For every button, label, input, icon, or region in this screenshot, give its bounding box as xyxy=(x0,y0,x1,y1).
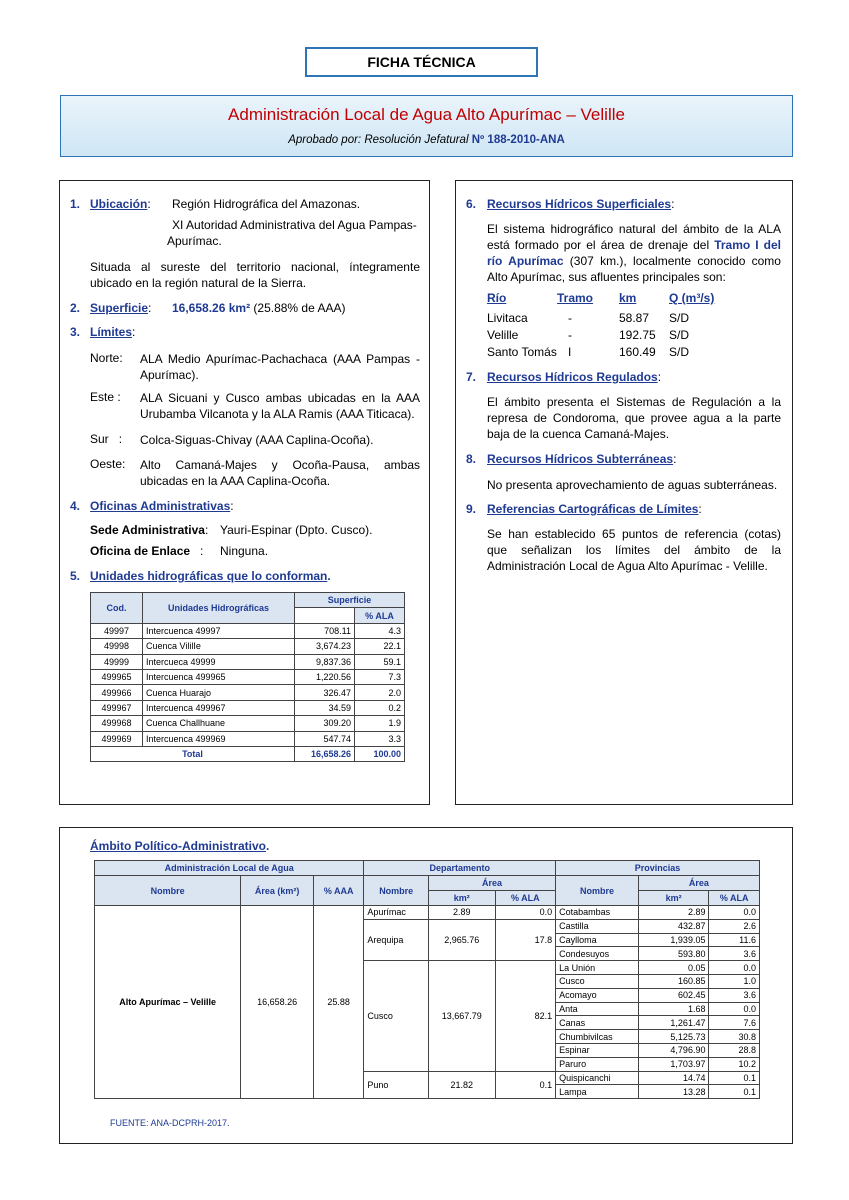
total-pct: 100.00 xyxy=(355,746,405,761)
units-table-row xyxy=(91,639,405,654)
river-km: 58.87 xyxy=(619,311,650,325)
sede-label: Sede Administrativa: xyxy=(90,523,209,537)
province-pct: 30.8 xyxy=(709,1030,760,1044)
section-5-label: Unidades hidrográficas que lo conforman xyxy=(90,569,328,583)
section-9-number: 9. xyxy=(466,502,477,516)
unit-area: 708.11 xyxy=(295,623,355,638)
ala-area: 16,658.26 xyxy=(241,906,314,1099)
department-km2: 13,667.79 xyxy=(428,961,495,1071)
unit-cod: 499968 xyxy=(91,716,143,731)
province-pct: 0.0 xyxy=(709,961,760,975)
unit-cod: 499966 xyxy=(91,685,143,700)
unit-area: 34.59 xyxy=(295,700,355,715)
province-pct: 3.6 xyxy=(709,947,760,961)
river-tramo: - xyxy=(568,328,572,342)
province-name: Caylloma xyxy=(556,933,639,947)
units-table-row xyxy=(91,700,405,715)
unit-name: Intercuenca 499965 xyxy=(143,669,295,684)
units-table-row xyxy=(91,654,405,669)
hdr-ala: Administración Local de Agua xyxy=(95,861,364,876)
province-km2: 1,939.05 xyxy=(638,933,709,947)
section-8-heading xyxy=(487,452,676,466)
limite-este-text: ALA Sicuani y Cusco ambas ubicadas en la AAA Urubamba Vilcanota y la ALA Ramis (AAA Titicaca). xyxy=(140,391,420,421)
province-km2: 13.28 xyxy=(638,1085,709,1099)
unit-name: Intercuenca 499967 xyxy=(143,700,295,715)
province-km2: 1.68 xyxy=(638,1002,709,1016)
hdr-provincias: Provincias xyxy=(556,861,760,876)
unit-pct: 0.2 xyxy=(355,700,405,715)
province-name: Chumbivilcas xyxy=(556,1030,639,1044)
limite-dir: Oeste xyxy=(90,457,123,471)
limite-norte-text: ALA Medio Apurímac-Pachachaca (AAA Pampas - Apurímac). xyxy=(140,352,420,382)
unit-pct: 1.9 xyxy=(355,716,405,731)
left-panel xyxy=(59,180,430,805)
ubicacion-description: Situada al sureste del territorio nacional, íntegramente ubicado en la región natural de la Sierra. xyxy=(90,260,420,290)
unit-name: Intercueca 49999 xyxy=(143,654,295,669)
river-q: S/D xyxy=(669,311,690,325)
section-7-label: Recursos Hídricos Regulados xyxy=(487,370,658,384)
section-5-number: 5. xyxy=(70,569,81,583)
unit-pct: 3.3 xyxy=(355,731,405,746)
limite-oeste-label: Oeste: xyxy=(90,457,126,471)
province-km2: 432.87 xyxy=(638,919,709,933)
province-km2: 602.45 xyxy=(638,988,709,1002)
approval-line xyxy=(61,134,792,146)
department-name: Arequipa xyxy=(364,919,429,960)
hdr-dep-pct: % ALA xyxy=(495,891,556,906)
river-tramo: I xyxy=(568,345,572,359)
units-table-row xyxy=(91,669,405,684)
province-name: Espinar xyxy=(556,1043,639,1057)
unit-pct: 7.3 xyxy=(355,669,405,684)
section-6-heading xyxy=(487,197,674,211)
province-pct: 0.1 xyxy=(709,1085,760,1099)
superficie-value: 16,658.26 km² xyxy=(172,301,251,315)
province-name: Cotabambas xyxy=(556,906,639,920)
section-3-label: Límites xyxy=(90,325,133,339)
province-name: Paruro xyxy=(556,1057,639,1071)
river-km: 192.75 xyxy=(619,328,656,342)
col-pct-ala: % ALA xyxy=(355,608,405,623)
section-2-number: 2. xyxy=(70,301,81,315)
superficie-value-line xyxy=(172,301,345,315)
ala-name: Alto Apurímac – Velille xyxy=(95,906,241,1099)
document-header xyxy=(60,95,793,157)
s6-text-pre: El sistema hidrográfico natural del ámbito de la ALA está formado por el área de drenaje del xyxy=(487,222,781,252)
province-pct: 1.0 xyxy=(709,974,760,988)
col-area-blank xyxy=(295,608,355,623)
province-pct: 28.8 xyxy=(709,1043,760,1057)
hdr-ala-pct: % AAA xyxy=(313,876,363,906)
limite-dir: Sur xyxy=(90,432,109,446)
units-total-row xyxy=(91,746,405,761)
section-1-label: Ubicación xyxy=(90,197,148,211)
hdr-prov-km2: km² xyxy=(638,891,709,906)
unit-pct: 2.0 xyxy=(355,685,405,700)
hdr-dep-nombre: Nombre xyxy=(364,876,429,906)
limite-este-label: Este : xyxy=(90,390,121,404)
unit-area: 309.20 xyxy=(295,716,355,731)
hdr-prov-pct: % ALA xyxy=(709,891,760,906)
ala-pct: 25.88 xyxy=(313,906,363,1099)
section-1-number: 1. xyxy=(70,197,81,211)
unit-cod: 499969 xyxy=(91,731,143,746)
river-q: S/D xyxy=(669,345,690,359)
department-km2: 2.89 xyxy=(428,906,495,920)
enlace-value: Ninguna. xyxy=(220,544,269,558)
unit-name: Intercuenca 499969 xyxy=(143,731,295,746)
limite-oeste-text: Alto Camaná-Majes y Ocoña-Pausa, ambas ubicadas en la AAA Caplina-Ocoña. xyxy=(140,458,420,488)
section-1-colon: : xyxy=(147,197,151,211)
province-name: Acomayo xyxy=(556,988,639,1002)
rivers-col-q: Q (m³/s) xyxy=(669,291,715,305)
enlace-label-text: Oficina de Enlace xyxy=(90,544,191,558)
section-4-colon: : xyxy=(230,499,234,513)
ficha-tecnica-title: FICHA TÉCNICA xyxy=(305,47,538,77)
unit-pct: 59.1 xyxy=(355,654,405,669)
superficie-percent: (25.88% de AAA) xyxy=(253,301,346,315)
section-8-colon: : xyxy=(673,452,677,466)
rivers-col-km: km xyxy=(619,291,637,305)
ambito-panel xyxy=(59,827,793,1144)
section-9-heading xyxy=(487,502,702,516)
ambito-row xyxy=(95,906,760,920)
sede-label-text: Sede Administrativa xyxy=(90,523,205,537)
province-km2: 14.74 xyxy=(638,1071,709,1085)
unit-cod: 499967 xyxy=(91,700,143,715)
department-pct: 0.1 xyxy=(495,1071,556,1099)
province-name: Anta xyxy=(556,1002,639,1016)
units-table-row xyxy=(91,685,405,700)
unit-name: Cuenca Challhuane xyxy=(143,716,295,731)
province-name: La Unión xyxy=(556,961,639,975)
department-pct: 82.1 xyxy=(495,961,556,1071)
unit-area: 547.74 xyxy=(295,731,355,746)
province-km2: 0.05 xyxy=(638,961,709,975)
ubicacion-line-1: Región Hidrográfica del Amazonas. xyxy=(172,197,361,211)
river-q: S/D xyxy=(669,328,690,342)
units-table-row xyxy=(91,716,405,731)
section-7-heading xyxy=(487,370,661,384)
total-area: 16,658.26 xyxy=(295,746,355,761)
s6-text-highlight: Tramo I del río Apurímac xyxy=(487,238,782,268)
hdr-prov-area: Área xyxy=(638,876,759,891)
section-2-label: Superficie xyxy=(90,301,149,315)
section-7-text: El ámbito presenta el Sistemas de Regulación a la represa de Condoroma, que provee agua a la parte baja de la cuenca Camaná-Majes. xyxy=(487,395,781,441)
province-name: Condesuyos xyxy=(556,947,639,961)
total-label: Total xyxy=(91,746,295,761)
col-superficie: Superficie xyxy=(295,593,405,608)
province-pct: 0.0 xyxy=(709,906,760,920)
province-name: Lampa xyxy=(556,1085,639,1099)
section-3-colon: : xyxy=(132,325,136,339)
unit-area: 9,837.36 xyxy=(295,654,355,669)
limite-dir: Norte xyxy=(90,351,120,365)
river-name: Velille xyxy=(487,328,519,342)
province-name: Cusco xyxy=(556,974,639,988)
section-6-text xyxy=(487,221,781,285)
section-4-number: 4. xyxy=(70,499,81,513)
province-pct: 2.6 xyxy=(709,919,760,933)
approval-prefix: Aprobado por: Resolución Jefatural xyxy=(288,134,469,146)
section-6-colon: : xyxy=(671,197,675,211)
province-pct: 10.2 xyxy=(709,1057,760,1071)
unit-pct: 22.1 xyxy=(355,639,405,654)
section-2-colon: : xyxy=(148,301,152,315)
section-9-text: Se han establecido 65 puntos de referencia (cotas) que señalizan los límites del ámbito de la Administración Local de Agua Alto Apurímac - Velille. xyxy=(487,527,781,573)
units-table-row xyxy=(91,731,405,746)
department-name: Cusco xyxy=(364,961,429,1071)
approval-code: Nº 188-2010-ANA xyxy=(471,134,565,146)
river-km: 160.49 xyxy=(619,345,656,359)
ubicacion-line-2: XI Autoridad Administrativa del Agua Pampas- xyxy=(172,218,417,232)
hdr-prov-nombre: Nombre xyxy=(556,876,639,906)
limite-dir: Este xyxy=(90,390,115,404)
limite-norte-label: Norte: xyxy=(90,351,123,365)
section-4-heading xyxy=(90,499,234,513)
hdr-ala-area: Área (km²) xyxy=(241,876,314,906)
province-pct: 0.1 xyxy=(709,1071,760,1085)
department-pct: 0.0 xyxy=(495,906,556,920)
unit-pct: 4.3 xyxy=(355,623,405,638)
units-table xyxy=(90,592,405,762)
province-pct: 3.6 xyxy=(709,988,760,1002)
section-9-colon: : xyxy=(698,502,702,516)
section-5-dot: . xyxy=(327,569,331,583)
section-3-number: 3. xyxy=(70,325,81,339)
province-km2: 160.85 xyxy=(638,974,709,988)
unit-cod: 49997 xyxy=(91,623,143,638)
province-name: Castilla xyxy=(556,919,639,933)
unit-area: 3,674.23 xyxy=(295,639,355,654)
limite-sur-label: Sur : xyxy=(90,432,123,446)
section-7-colon: : xyxy=(657,370,662,384)
sede-value: Yauri-Espinar (Dpto. Cusco). xyxy=(220,523,373,537)
river-name: Livitaca xyxy=(487,311,528,325)
section-4-label: Oficinas Administrativas xyxy=(90,499,231,513)
department-name: Puno xyxy=(364,1071,429,1099)
section-3-heading xyxy=(90,325,135,339)
s6-text-post: (307 km.), localmente conocido como Alto Apurímac, sus afluentes principales son: xyxy=(487,254,781,284)
province-pct: 0.0 xyxy=(709,1002,760,1016)
section-8-number: 8. xyxy=(466,452,477,466)
unit-cod: 499965 xyxy=(91,669,143,684)
province-km2: 1,261.47 xyxy=(638,1016,709,1030)
department-km2: 21.82 xyxy=(428,1071,495,1099)
section-6-label: Recursos Hídricos Superficiales xyxy=(487,197,672,211)
section-5-heading xyxy=(90,569,331,583)
ambito-heading xyxy=(90,839,269,853)
province-km2: 5,125.73 xyxy=(638,1030,709,1044)
department-name: Apurímac xyxy=(364,906,429,920)
hdr-departamento: Departamento xyxy=(364,861,556,876)
province-name: Quispicanchi xyxy=(556,1071,639,1085)
unit-name: Intercuenca 49997 xyxy=(143,623,295,638)
unit-cod: 49998 xyxy=(91,639,143,654)
col-unidades: Unidades Hidrográficas xyxy=(143,593,295,624)
hdr-ala-nombre: Nombre xyxy=(95,876,241,906)
unit-cod: 49999 xyxy=(91,654,143,669)
enlace-label: Oficina de Enlace : xyxy=(90,544,204,558)
province-name: Canas xyxy=(556,1016,639,1030)
river-name: Santo Tomás xyxy=(487,345,557,359)
section-8-text: No presenta aprovechamiento de aguas subterráneas. xyxy=(487,478,778,492)
right-panel xyxy=(455,180,793,805)
ambito-title: Ámbito Político-Administrativo xyxy=(90,839,267,853)
department-km2: 2,965.76 xyxy=(428,919,495,960)
section-6-number: 6. xyxy=(466,197,477,211)
section-2-heading xyxy=(90,301,151,315)
department-pct: 17.8 xyxy=(495,919,556,960)
section-1-heading xyxy=(90,197,151,211)
province-km2: 2.89 xyxy=(638,906,709,920)
unit-area: 1,220.56 xyxy=(295,669,355,684)
unit-name: Cuenca VililIe xyxy=(143,639,295,654)
limite-sur-text: Colca-Siguas-Chivay (AAA Caplina-Ocoña). xyxy=(140,433,374,447)
river-tramo: - xyxy=(568,311,572,325)
province-km2: 593.80 xyxy=(638,947,709,961)
unit-name: Cuenca Huarajo xyxy=(143,685,295,700)
province-pct: 11.6 xyxy=(709,933,760,947)
section-7-number: 7. xyxy=(466,370,477,384)
province-km2: 4,796.90 xyxy=(638,1043,709,1057)
ubicacion-line-3: Apurímac. xyxy=(167,234,222,248)
rivers-col-rio: Río xyxy=(487,291,507,305)
province-pct: 7.6 xyxy=(709,1016,760,1030)
col-cod: Cod. xyxy=(91,593,143,624)
ambito-table xyxy=(94,860,760,1099)
units-table-row xyxy=(91,623,405,638)
source-note: FUENTE: ANA-DCPRH-2017. xyxy=(110,1118,230,1128)
section-9-label: Referencias Cartográficas de Límites xyxy=(487,502,699,516)
unit-area: 326.47 xyxy=(295,685,355,700)
province-km2: 1,703.97 xyxy=(638,1057,709,1071)
hdr-dep-area: Área xyxy=(428,876,555,891)
ala-title: Administración Local de Agua Alto Apurímac – Velille xyxy=(228,105,625,124)
rivers-col-tramo: Tramo xyxy=(557,291,594,305)
ambito-dot: . xyxy=(266,839,270,853)
hdr-dep-km2: km² xyxy=(428,891,495,906)
section-8-label: Recursos Hídricos Subterráneas xyxy=(487,452,674,466)
